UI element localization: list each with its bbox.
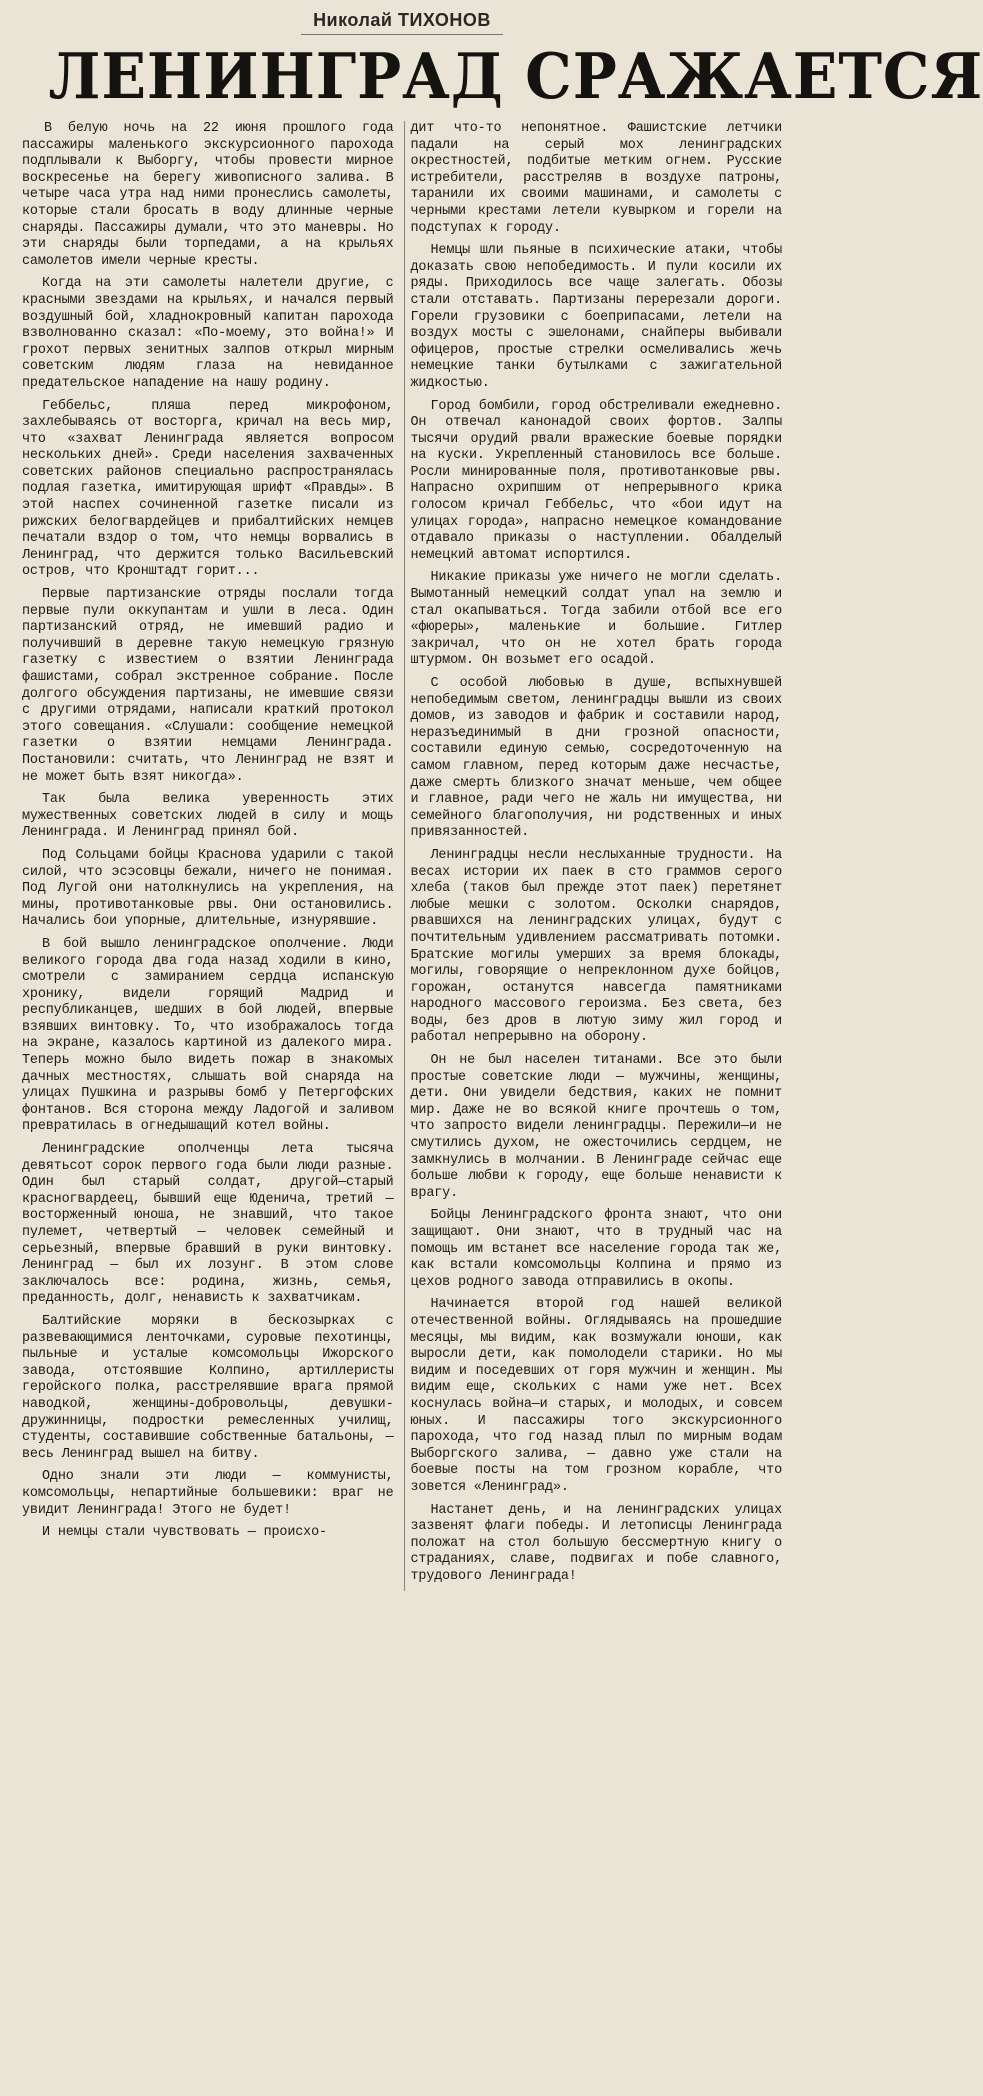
right-column	[405, 121, 783, 1591]
article-paragraph: Под Сольцами бойцы Краснова ударили с такой силой, что эсэсовцы бежали, ничего не понимая. Под Лугой они натолкнулись на укрепления, на мины, противотанковые рвы. Они остановились. Начались бои упорные, длительные, изнурявшие.	[22, 847, 394, 930]
left-column	[22, 121, 405, 1591]
article-paragraph: Когда на эти самолеты налетели другие, с красными звездами на крыльях, и начался первый воздушный бой, хладнокровный капитан парохода взволнованно сказал: «По-моему, это война!» И грохот первых зенитных залпов открыл мирным советским людям глаза на невиданное предательское нападение на нашу родину.	[22, 276, 394, 391]
article-paragraph: Балтийские моряки в бескозырках с развевающимися ленточками, суровые пехотинцы, пыльные и усталые комсомольцы Ижорского завода, отстоявшие Колпино, артиллеристы геройского полка, расстрелявшие врага прямой наводкой, женщины-добровольцы, девушки-дружинницы, подростки ремесленных училищ, студенты, составившие собственные батальоны, — весь Ленинград вышел на битву.	[22, 1313, 394, 1462]
article-paragraph: Настанет день, и на ленинградских улицах зазвенят флаги победы. И летописцы Ленинграда положат на стол большую бессмертную книгу о страданиях, славе, подвигах и побе славного, трудового Ленинграда!	[410, 1502, 782, 1584]
article-body	[22, 121, 782, 1591]
article-paragraph: Начинается второй год нашей великой отечественной войны. Оглядываясь на прошедшие месяцы, мы видим, как возмужали юноши, как выросли дети, как помолодели старики. Но мы видим и поседевших от горя мужчин и женщин. Мы видим еще, скольких с нами уже нет. Всех коснулась война—и старых, и молодых, и совсем юных. И пассажиры того экскурсионного парохода, что год назад плыл по мирным водам Выборгского залива, — давно уже стали на боевые посты на том грозном корабле, что зовется «Ленинград».	[410, 1297, 782, 1495]
article-paragraph: В бой вышло ленинградское ополчение. Люди великого города два года назад ходили в кино, смотрели с замиранием сердца испанскую хронику, видели горящий Мадрид и республиканцев, шедших в бой людей, впервые взявших винтовку. То, что изображалось тогда на экране, казалось картиной из далекого мира. Теперь можно было видеть пожар в знакомых дачных местностях, слышать вой снаряда на улицах Пушкина и разрывы бомб у Петергофских фонтанов. Вся сторона между Ладогой и заливом превратилась в огнедышащий котел войны.	[22, 936, 394, 1135]
article-paragraph: дит что-то непонятное. Фашистские летчики падали на серый мох ленинградских окрестностей, подбитые метким огнем. Русские истребители, расстреляв в воздухе патроны, таранили их своими машинами, и самолеты с черными крестами летели кувырком и горели на подступах к городу.	[410, 121, 782, 236]
article-paragraph: Город бомбили, город обстреливали ежедневно. Он отвечал канонадой своих фортов. Залпы тысячи орудий рвали вражеские боевые порядки на куски. Укрепленный становилось все больше. Росли минированные поля, противотанковые рвы. Напрасно охрипшим от непрерывного крика голосом кричал Геббельс, что «бои идут на улицах города», напрасно немецкое командование отдавало приказы о наступлении. Обалделый немецкий автомат испортился.	[410, 398, 782, 563]
article-paragraph: Геббельс, пляша перед микрофоном, захлебываясь от восторга, кричал на весь мир, что «захват Ленинграда является вопросом нескольких дней». Среди населения захваченных советских районов специально распространялась подлая газетка, имитирующая шрифт «Правды». В этой наспех сочиненной газетке писали из рижских белогвардейцев и прибалтийских немцев печатали вздор о том, что немцы ворвались в Ленинград, что держится только Васильевский остров, что Кронштадт горит...	[22, 398, 394, 580]
article-paragraph: Ленинградские ополченцы лета тысяча девятьсот сорок первого года были люди разные. Один был старый солдат, другой—старый красногвардеец, бывший еще Юденича, третий — восторженный юноша, не знавший, что такое пулемет, четвертый — человек семейный и серьезный, впервые бравший в руки винтовку. Ленинград — был их лозунг. В этом слове заключалось все: родина, жизнь, семья, преданность, долг, ненависть к захватчикам.	[22, 1142, 394, 1307]
article-paragraph: Он не был населен титанами. Все это были простые советские люди — мужчины, женщины, дети. Они увидели бедствия, каких не помнит мир. Даже не во всякой книге прочтешь о том, что запросто видели ленинградцы. Пережили—и не смутились духом, не ожесточились сердцем, не замкнулись в молчании. В Ленинграде сейчас еще больше любви к городу, еще больше ненависти к врагу.	[410, 1053, 782, 1201]
byline-container	[22, 8, 782, 35]
article-paragraph: Немцы шли пьяные в психические атаки, чтобы доказать свою непобедимость. И пули косили их ряды. Приходилось все чаще залегать. Обозы стали отставать. Партизаны перерезали дороги. Горели грузовики с боеприпасами, летели на воздух мосты с эшелонами, снайперы выбивали офицеров, простые стрелки осмеливались жечь немецкие танки бутылками с зажигательной жидкостью.	[410, 243, 782, 391]
article-paragraph: Бойцы Ленинградского фронта знают, что они защищают. Они знают, что в трудный час на помощь им встанет все население города так же, как встали комсомольцы Колпина и прямо из цехов родного завода отправились в окопы.	[410, 1208, 782, 1290]
author-byline: Николай ТИХОНОВ	[301, 8, 503, 35]
article-paragraph: В белую ночь на 22 июня прошлого года пассажиры маленького экскурсионного парохода подплывали к Выборгу, чтобы провести мирное воскресенье на берегу живописного залива. В четыре часа утра над ними пронеслись самолеты, которые стали бросать в воду длинные черные снаряды. Пассажиры думали, что это маневры. Но эти снаряды были торпедами, а на крыльях самолетов имели черные кресты.	[22, 121, 394, 269]
article-paragraph: Так была велика уверенность этих мужественных советских людей в силу и мощь Ленинграда. И Ленинград принял бой.	[22, 792, 394, 841]
article-paragraph: Одно знали эти люди — коммунисты, комсомольцы, непартийные большевики: враг не увидит Ленинграда! Этого не будет!	[22, 1469, 394, 1518]
article-paragraph: С особой любовью в душе, вспыхнувшей непобедимым светом, ленинградцы вышли из своих домов, из заводов и фабрик и составили народ, неразъединимый в дни грозной опасности, составили единую семью, сосредоточенную на самом главном, перед которым даже несчастье, даже смерть близкого значат меньше, чем общее и главное, ради чего не жаль ни имущества, ни семейного благополучия, ни родственных и иных привязанностей.	[410, 676, 782, 841]
article-paragraph: Ленинградцы несли неслыханные трудности. На весах истории их паек в сто граммов серого хлеба (таков был прежде этот паек) перетянет любые мешки с золотом. Осколки снарядов, рвавшихся на ленинградских улицах, будут с почтительным удивлением рассматривать потомки. Братские могилы умерших за время блокады, могилы, говорящие о непреклонном духе бойцов, горожан, останутся навсегда памятниками народного массового героизма. Без света, без воды, без дров в лютую зиму жил город и работал непрерывно на оборону.	[410, 847, 782, 1046]
article-headline: ЛЕНИНГРАД СРАЖАЕТСЯ	[48, 39, 983, 113]
article-paragraph: Первые партизанские отряды послали тогда первые пули оккупантам и ушли в леса. Один партизанский отряд, не имевший радио и получивший в деревне такую немецкую грязную газетку с известием о взятии Ленинграда фашистами, собрал экстренное собрание. После долгого обсуждения партизаны, не имевшие связи с другими отрядами, написали краткий протокол этого совещания. «Слушали: сообщение немецкой газетки о взятии немцами Ленинграда. Постановили: считать, что Ленинград не взят и не может быть взят никогда».	[22, 587, 394, 785]
article-paragraph: И немцы стали чувствовать — происхо-	[42, 1525, 327, 1541]
article-paragraph: Никакие приказы уже ничего не могли сделать. Вымотанный немецкий солдат упал на землю и стал окапываться. Тогда забили отбой все его «фюреры», маленькие и большие. Гитлер закричал, что он не хотел брать города штурмом. Он возьмет его осадой.	[410, 570, 782, 669]
